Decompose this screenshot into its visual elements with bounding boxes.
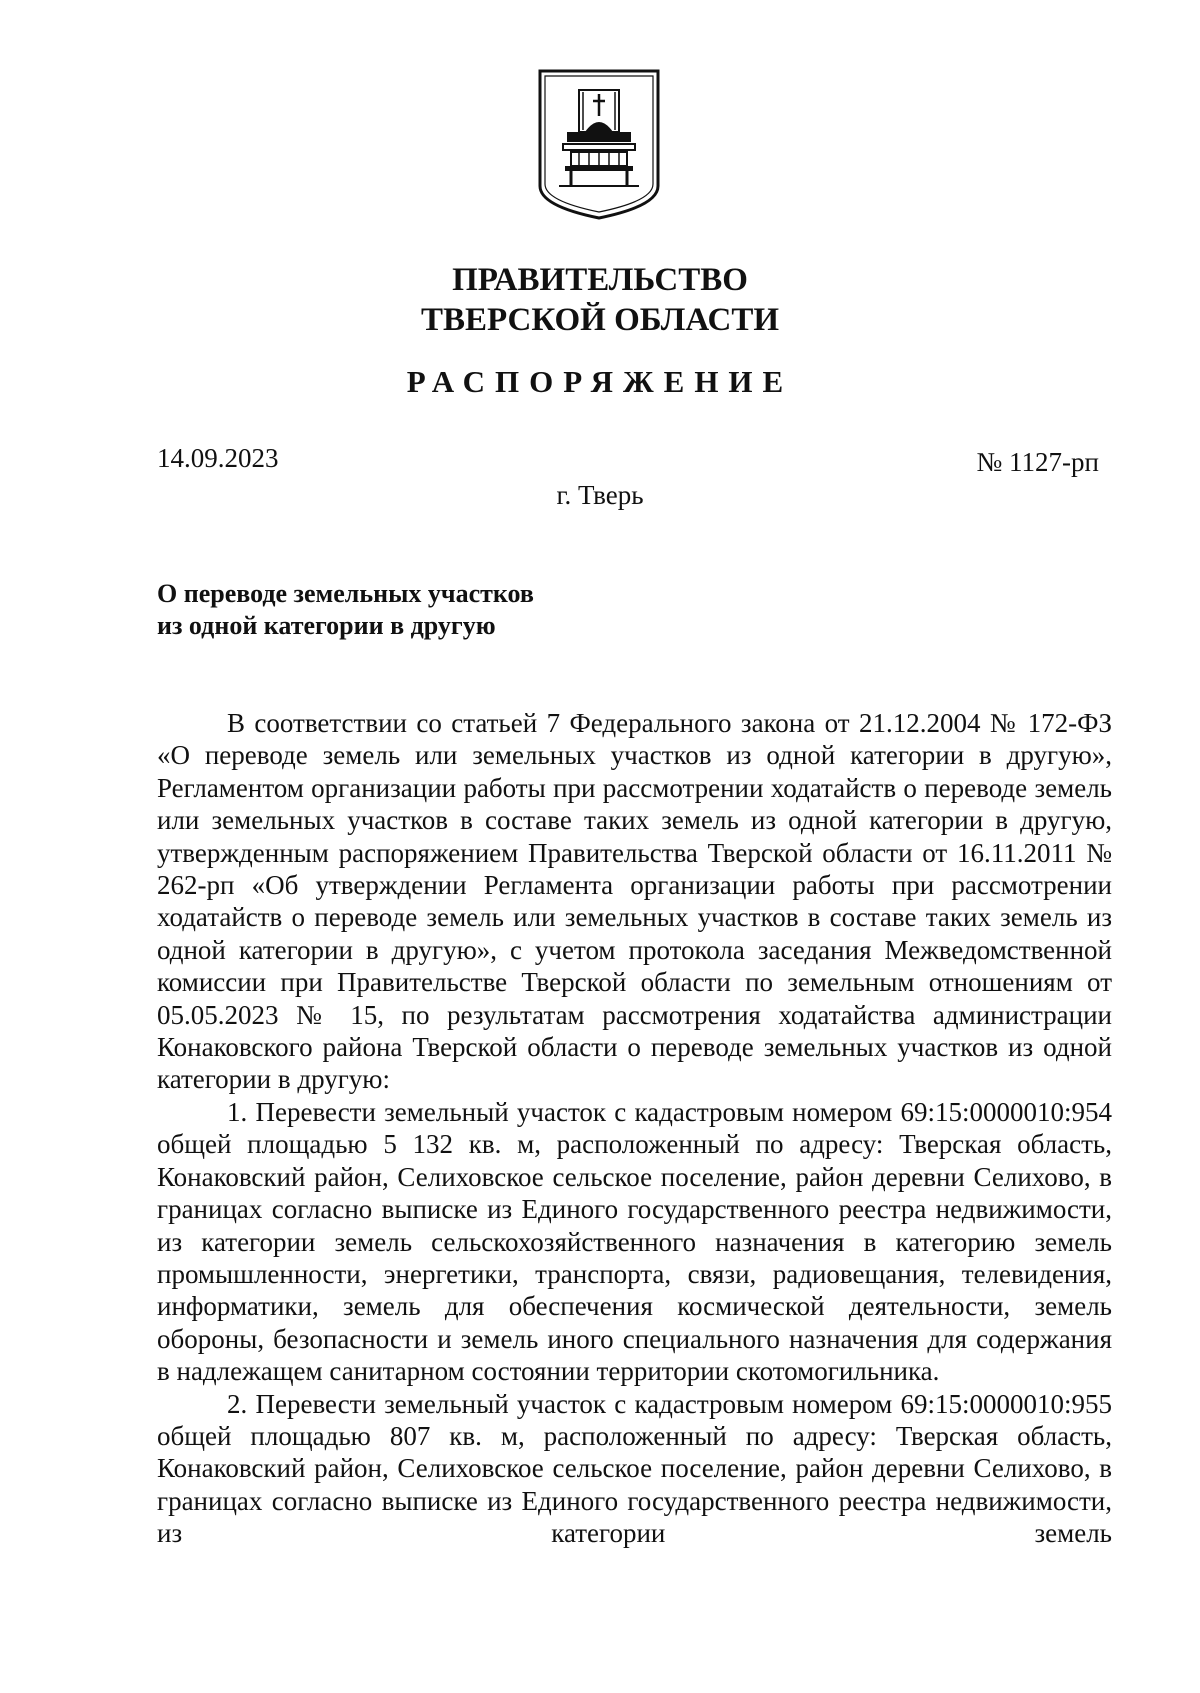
subject-line1: О переводе земельных участков bbox=[157, 579, 534, 608]
document-date: 14.09.2023 bbox=[157, 443, 279, 473]
org-name-line1: ПРАВИТЕЛЬСТВО bbox=[452, 262, 748, 298]
document-body bbox=[157, 707, 1112, 1550]
document-subject bbox=[157, 578, 534, 642]
document-type: РАСПОРЯЖЕНИЕ bbox=[406, 364, 794, 399]
preamble-paragraph: В соответствии со статьей 7 Федерального закона от 21.12.2004 № 172-ФЗ «О переводе земель или земельных участков из одной категории в другую», Регламентом организации работы при рассмотрении ходатайств о переводе земель или земельных участков в составе таких земель из одной категории в другую, утвержденным распоряжением Правительства Тверской области от 16.11.2011 № 262-рп «Об утверждении Регламента организации работы при рассмотрении ходатайств о переводе земель или земельных участков в составе таких земель из одной категории в другую», с учетом протокола заседания Межведомственной комиссии при Правительстве Тверской области по земельным отношениям от 05.05.2023 № 15, по результатам рассмотрения ходатайства администрации Конаковского района Тверской области о переводе земельных участков из одной категории в другую: bbox=[157, 708, 1112, 1095]
document-number: № 1127-рп bbox=[976, 447, 1099, 477]
tver-coat-of-arms-icon bbox=[537, 68, 661, 220]
document-city: г. Тверь bbox=[556, 480, 644, 510]
subject-line2: из одной категории в другую bbox=[157, 611, 496, 640]
item-1-paragraph: 1. Перевести земельный участок с кадастровым номером 69:15:0000010:954 общей площадью 5 132 кв. м, расположенный по адресу: Тверская область, Конаковский район, Селиховское сельское поселение, район деревни Селихово, в границах согласно выписке из Единого государственного реестра недвижимости, из категории земель сельскохозяйственного назначения в категорию земель промышленности, энергетики, транспорта, связи, радиовещания, телевидения, информатики, земель для обеспечения космической деятельности, земель обороны, безопасности и земель иного специального назначения для содержания в надлежащем санитарном состоянии территории скотомогильника. bbox=[157, 1096, 1112, 1387]
item-2-paragraph: 2. Перевести земельный участок с кадастровым номером 69:15:0000010:955 общей площадью 807 кв. м, расположенный по адресу: Тверская область, Конаковский район, Селиховское сельское поселение, район деревни Селихово, в границах согласно выписке из Единого государственного реестра недвижимости, из категории земель bbox=[157, 1388, 1112, 1549]
org-name-line2: ТВЕРСКОЙ ОБЛАСТИ bbox=[420, 302, 780, 338]
